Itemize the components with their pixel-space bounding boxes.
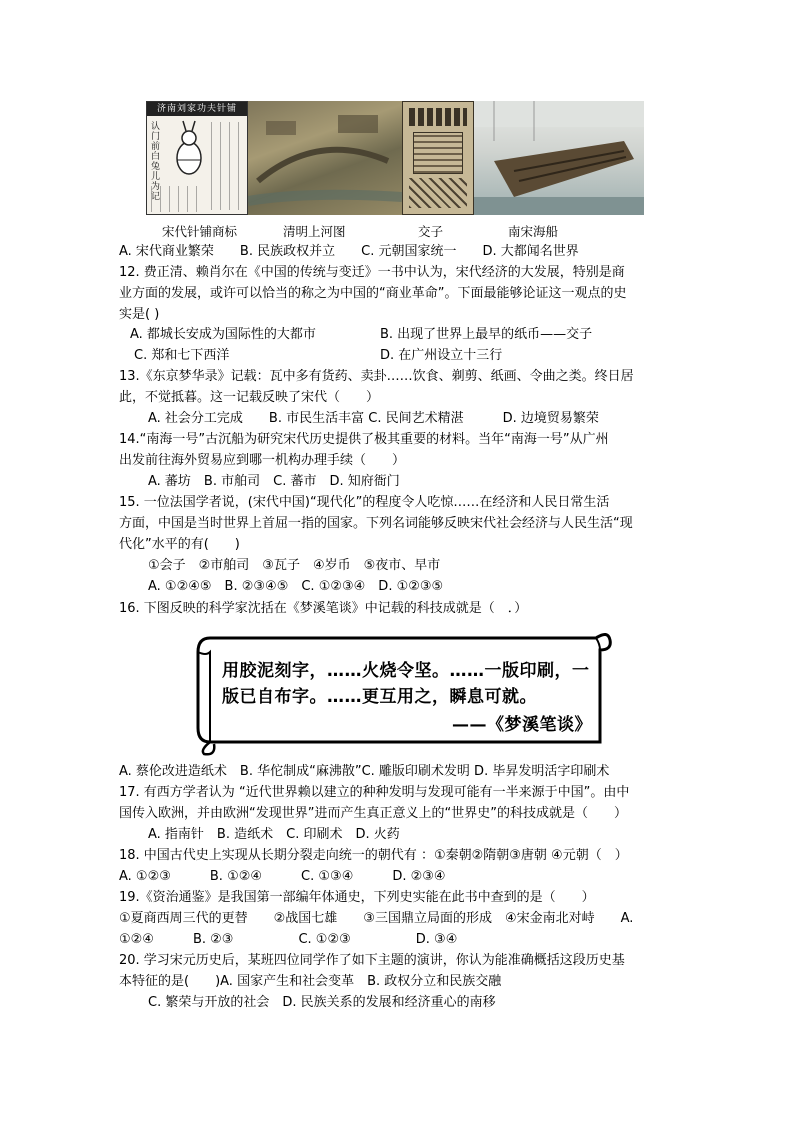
caption-jiaozi: 交子 [418, 224, 444, 239]
q18-stem: 18. 中国古代史上实现从长期分裂走向统一的朝代有 ：①秦朝②隋朝③唐朝 ④元朝（ ） [119, 848, 628, 863]
trademark-left-column: 认门前白兔儿为记 [151, 122, 161, 202]
q12-option-d: D. 在广州设立十三行 [380, 348, 503, 363]
q19-items: ①夏商西周三代的更替 ②战国七雄 ③三国鼎立局面的形成 ④宋金南北对峙 A. [119, 911, 634, 926]
q13-stem-1: 13.《东京梦华录》记载：瓦中多有货药、卖卦……饮食、剃剪、纸画、令曲之类。终日居 [119, 369, 634, 384]
q14-stem-1: 14.“南海一号”古沉船为研究宋代历史提供了极其重要的材料。当年“南海一号”从广州 [119, 432, 609, 447]
q14-stem-2: 出发前往海外贸易应到哪一机构办理手续（ ） [119, 453, 406, 468]
q17-stem-1: 17. 有西方学者认为 “近代世界赖以建立的种种发明与发现可能有一半来源于中国”。由中 [119, 785, 630, 800]
q12-stem-1: 12. 费正清、赖肖尔在《中国的传统与变迁》一书中认为，宋代经济的大发展，特别是商 [119, 265, 625, 280]
q12-stem-3: 实是( ) [119, 307, 160, 322]
southern-song-ship-image [474, 101, 644, 215]
q17-options: A. 指南针 B. 造纸术 C. 印刷术 D. 火药 [148, 827, 400, 842]
q12-option-b: B. 出现了世界上最早的纸币——交子 [380, 327, 593, 342]
caption-song-ship: 南宋海船 [508, 224, 559, 239]
q16-stem: 16. 下图反映的科学家沈括在《梦溪笔谈》中记载的科技成就是（ ．） [119, 601, 528, 616]
trademark-title: 济南刘家功夫针铺 [147, 102, 247, 116]
white-rabbit-figure [169, 120, 209, 180]
caption-qingming: 清明上河图 [283, 224, 346, 239]
q15-options: A. ①②④⑤ B. ②③④⑤ C. ①②③④ D. ①②③⑤ [148, 579, 444, 594]
q15-stem-3: 代化”水平的有( ) [119, 537, 240, 552]
scroll-quote-line-2: 版已自布字。……更互用之，瞬息可就。 [222, 687, 537, 707]
q15-items: ①会子 ②市舶司 ③瓦子 ④岁币 ⑤夜市、早市 [148, 558, 441, 573]
q12-option-a: A. 都城长安成为国际性的大都市 [130, 327, 316, 342]
jiaozi-banknote-image [402, 101, 474, 215]
q12-stem-2: 业方面的发展，或许可以恰当的称之为中国的“商业革命”。下面最能够论证这一观点的史 [119, 286, 627, 301]
q12-option-c: C. 郑和七下西洋 [134, 348, 230, 363]
q20-stem-2: 本特征的是( )A. 国家产生和社会变革 B. 政权分立和民族交融 [119, 974, 502, 989]
qingming-scroll-painting-image [248, 101, 402, 215]
q11-options: A. 宋代商业繁荣 B. 民族政权并立 C. 元朝国家统一 D. 大都闻名世界 [119, 244, 579, 259]
q19-stem: 19.《资治通鉴》是我国第一部编年体通史，下列史实能在此书中查到的是（ ） [119, 890, 595, 905]
caption-needle-shop: 宋代针铺商标 [162, 224, 238, 239]
q15-stem-2: 方面，中国是当时世界上首屈一指的国家。下列名词能够反映宋代社会经济与人民生活“现 [119, 516, 633, 531]
q15-stem-1: 15. 一位法国学者说，(宋代中国)“现代化”的程度令人吃惊……在经济和人民日常生活 [119, 495, 610, 510]
q18-options: A. ①②③ B. ①②④ C. ①③④ D. ②③④ [119, 869, 446, 884]
mengxi-bitan-scroll [196, 624, 616, 756]
q20-options-cd: C. 繁荣与开放的社会 D. 民族关系的发展和经济重心的南移 [148, 995, 496, 1010]
q19-options: ①②④ B. ②③ C. ①②③ D. ③④ [119, 932, 458, 947]
q14-options: A. 蕃坊 B. 市舶司 C. 蕃市 D. 知府衙门 [148, 474, 400, 489]
scroll-quote-line-1: 用胶泥刻字，……火烧令坚。……一版印刷，一 [222, 661, 590, 681]
song-needle-shop-trademark-image [146, 101, 248, 215]
q20-stem-1: 20. 学习宋元历史后，某班四位同学作了如下主题的演讲，你认为能准确概括这段历史基 [119, 953, 625, 968]
q17-stem-2: 国传入欧洲，并由欧洲“发现世界”进而产生真正意义上的“世界史”的科技成就是（ ） [119, 806, 627, 821]
scroll-quote-source: ——《梦溪笔谈》 [452, 715, 592, 735]
q16-options: A. 蔡伦改进造纸术 B. 华佗制成“麻沸散”C. 雕版印刷术发明 D. 毕昇发明活字印刷术 [119, 764, 610, 779]
q13-stem-2: 此，不觉抵暮。这一记载反映了宋代（ ） [119, 390, 380, 405]
q13-options: A. 社会分工完成 B. 市民生活丰富 C. 民间艺术精湛 D. 边境贸易繁荣 [148, 411, 599, 426]
